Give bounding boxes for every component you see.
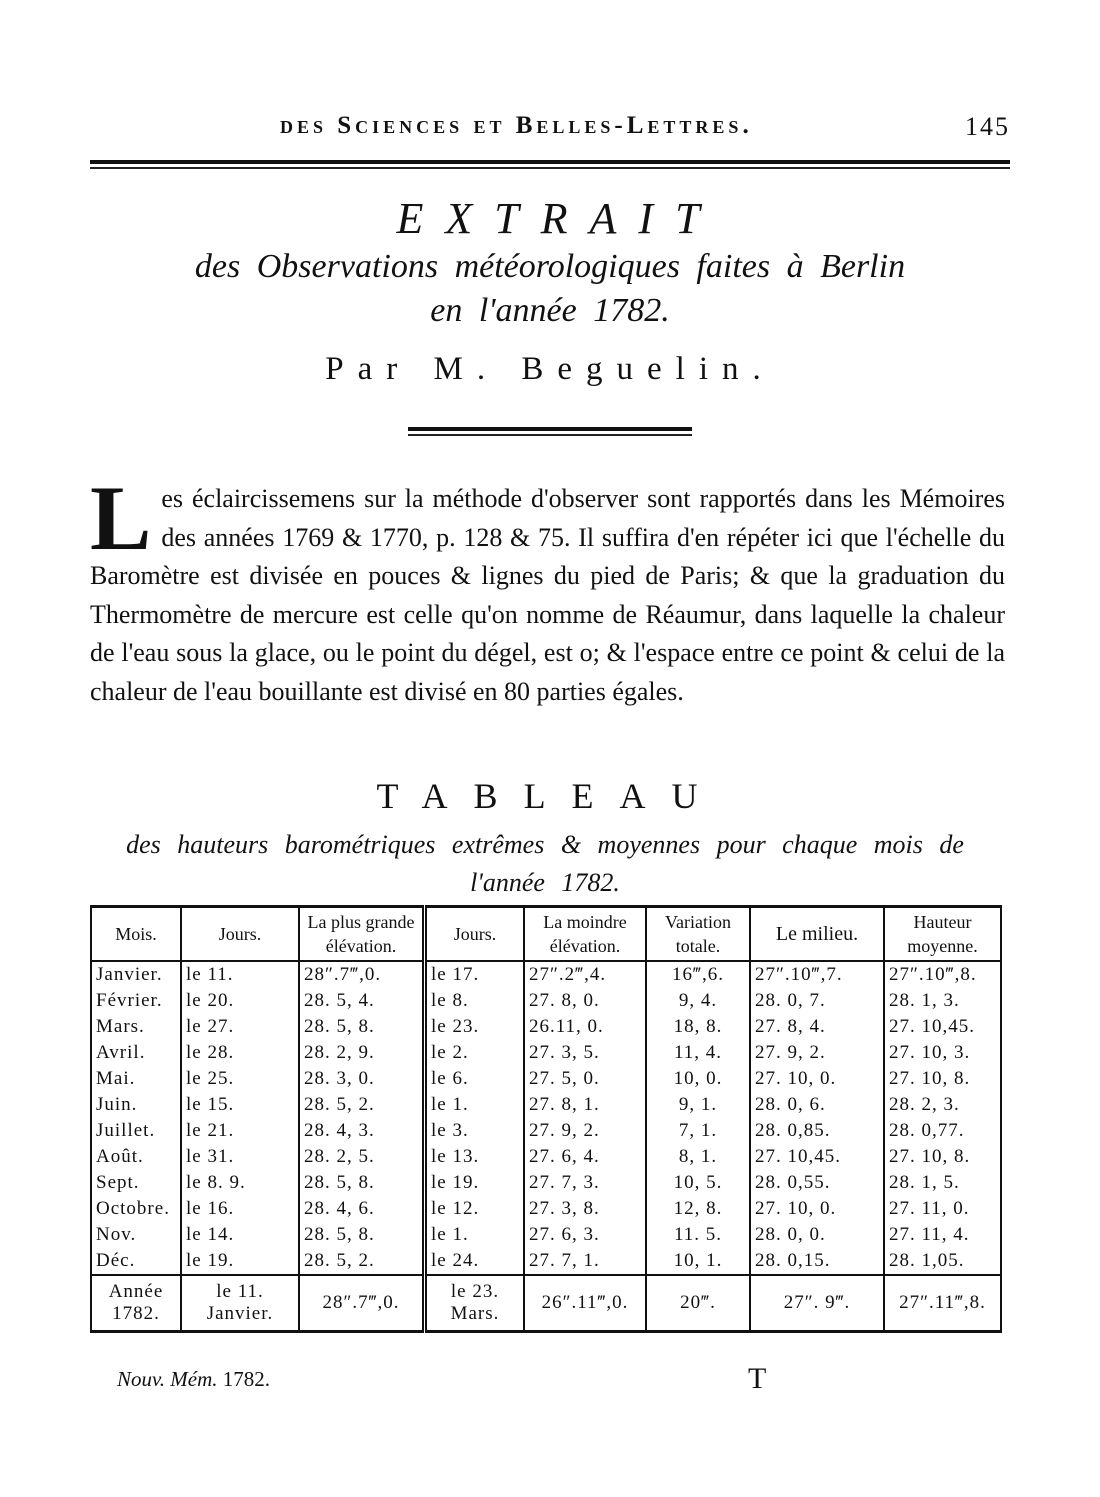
cell-jours-min: le 6. [425, 1066, 525, 1092]
total-jours-max: le 11. Janvier. [181, 1275, 299, 1332]
cell-jours-min: le 17. [425, 961, 525, 988]
table-row [91, 1170, 1001, 1196]
cell-jours-max: le 25. [181, 1066, 299, 1092]
table-subtitle: des hauteurs barométriques extrêmes & moyennes pour chaque mois de l'année 1782. [126, 830, 964, 897]
header-moyenne: Hauteur moyenne. [884, 907, 1001, 962]
cell-jours-max: le 8. 9. [181, 1170, 299, 1196]
cell-mois: Sept. [91, 1170, 181, 1196]
cell-moyenne: 27. 10, 8. [884, 1144, 1001, 1170]
cell-jours-min: le 19. [425, 1170, 525, 1196]
cell-variation: 12, 8. [646, 1196, 750, 1222]
table-row [91, 1222, 1001, 1248]
header-moindre: La moindre élévation. [524, 907, 646, 962]
cell-mois: Octobre. [91, 1196, 181, 1222]
cell-jours-max: le 16. [181, 1196, 299, 1222]
signature-mark: T [748, 1362, 767, 1395]
cell-moindre: 27. 7, 3. [524, 1170, 646, 1196]
cell-plus-grande: 28″.7‴,0. [299, 961, 425, 988]
cell-milieu: 28. 0, 6. [750, 1092, 884, 1118]
cell-jours-min: le 1. [425, 1092, 525, 1118]
table-row [91, 961, 1001, 988]
table-row [91, 1144, 1001, 1170]
cell-jours-min: le 2. [425, 1040, 525, 1066]
cell-variation: 18, 8. [646, 1014, 750, 1040]
total-moyenne: 27″.11‴,8. [884, 1275, 1001, 1332]
cell-moindre: 27″.2‴,4. [524, 961, 646, 988]
cell-mois: Juin. [91, 1092, 181, 1118]
cell-moyenne: 28. 2, 3. [884, 1092, 1001, 1118]
header-milieu: Le milieu. [750, 907, 884, 962]
cell-milieu: 28. 0, 7. [750, 988, 884, 1014]
cell-variation: 16‴,6. [646, 961, 750, 988]
intro-paragraph [90, 467, 1005, 711]
cell-jours-min: le 1. [425, 1222, 525, 1248]
footer-source-title: Nouv. Mém. [117, 1367, 218, 1391]
cell-plus-grande: 28. 2, 9. [299, 1040, 425, 1066]
cell-jours-min: le 3. [425, 1118, 525, 1144]
header-jours-min: Jours. [425, 907, 525, 962]
cell-milieu: 28. 0,85. [750, 1118, 884, 1144]
cell-milieu: 28. 0, 0. [750, 1222, 884, 1248]
cell-jours-max: le 20. [181, 988, 299, 1014]
table-total-row [91, 1275, 1001, 1332]
cell-moindre: 27. 3, 5. [524, 1040, 646, 1066]
cell-mois: Mai. [91, 1066, 181, 1092]
subtitle-line-1: des Observations météorologiques faites à Berlin [194, 248, 906, 285]
cell-moindre: 27. 6, 4. [524, 1144, 646, 1170]
cell-milieu: 28. 0,55. [750, 1170, 884, 1196]
cell-moindre: 27. 5, 0. [524, 1066, 646, 1092]
section-rule [408, 427, 692, 436]
table-row [91, 1092, 1001, 1118]
total-mois: Année 1782. [91, 1275, 181, 1332]
cell-jours-max: le 27. [181, 1014, 299, 1040]
cell-moindre: 27. 6, 3. [524, 1222, 646, 1248]
cell-milieu: 27″.10‴,7. [750, 961, 884, 988]
table-row [91, 988, 1001, 1014]
total-max: 28″.7‴,0. [299, 1275, 425, 1332]
title-block [0, 193, 1100, 391]
cell-jours-max: le 28. [181, 1040, 299, 1066]
cell-plus-grande: 28. 4, 6. [299, 1196, 425, 1222]
cell-moindre: 27. 8, 1. [524, 1092, 646, 1118]
cell-moyenne: 27. 10, 8. [884, 1066, 1001, 1092]
header-rule [90, 160, 1010, 172]
table-row [91, 1248, 1001, 1275]
cell-plus-grande: 28. 2, 5. [299, 1144, 425, 1170]
cell-variation: 9, 4. [646, 988, 750, 1014]
footer-source-year: 1782. [222, 1367, 270, 1391]
author-line [0, 347, 1100, 391]
cell-jours-min: le 24. [425, 1248, 525, 1275]
cell-plus-grande: 28. 3, 0. [299, 1066, 425, 1092]
cell-variation: 10, 1. [646, 1248, 750, 1275]
cell-mois: Nov. [91, 1222, 181, 1248]
running-head [90, 108, 1010, 148]
cell-milieu: 27. 8, 4. [750, 1014, 884, 1040]
cell-moyenne: 27. 11, 0. [884, 1196, 1001, 1222]
cell-moyenne: 27. 10,45. [884, 1014, 1001, 1040]
cell-variation: 8, 1. [646, 1144, 750, 1170]
cell-moindre: 26.11, 0. [524, 1014, 646, 1040]
cell-moyenne: 28. 1, 3. [884, 988, 1001, 1014]
header-plus-grande: La plus grande élévation. [299, 907, 425, 962]
cell-mois: Août. [91, 1144, 181, 1170]
header-mois: Mois. [91, 907, 181, 962]
page-number: 145 [965, 112, 1010, 141]
cell-jours-max: le 11. [181, 961, 299, 988]
table-row [91, 1118, 1001, 1144]
table-row [91, 1066, 1001, 1092]
cell-jours-min: le 23. [425, 1014, 525, 1040]
cell-plus-grande: 28. 5, 2. [299, 1092, 425, 1118]
table-row [91, 1040, 1001, 1066]
table-row [91, 1196, 1001, 1222]
cell-jours-min: le 13. [425, 1144, 525, 1170]
barometer-table [90, 905, 1002, 1333]
total-milieu: 27″. 9‴. [750, 1275, 884, 1332]
table-row [91, 1014, 1001, 1040]
subtitle-line-2: en l'année 1782. [430, 292, 670, 329]
cell-moindre: 27. 9, 2. [524, 1118, 646, 1144]
running-title: des Sciences et Belles-Lettres. [280, 112, 753, 139]
header-jours-max: Jours. [181, 907, 299, 962]
cell-moyenne: 27. 11, 4. [884, 1222, 1001, 1248]
cell-mois: Avril. [91, 1040, 181, 1066]
footer-source [117, 1367, 270, 1392]
cell-plus-grande: 28. 5, 4. [299, 988, 425, 1014]
cell-jours-max: le 14. [181, 1222, 299, 1248]
cell-plus-grande: 28. 5, 8. [299, 1222, 425, 1248]
cell-plus-grande: 28. 5, 2. [299, 1248, 425, 1275]
cell-mois: Juillet. [91, 1118, 181, 1144]
page-title: EXTRAIT [396, 194, 722, 243]
cell-variation: 10, 0. [646, 1066, 750, 1092]
cell-moyenne: 28. 1,05. [884, 1248, 1001, 1275]
cell-variation: 10, 5. [646, 1170, 750, 1196]
cell-jours-max: le 19. [181, 1248, 299, 1275]
paragraph-text: es éclaircissemens sur la méthode d'observer sont rapportés dans les Mémoires des années 1769 & 1770, p. 128 & 75. Il suffira d'en répéter ici que l'échelle du Baromètre est divisée en pouces & lignes du pied de Paris; & que la graduation du Thermomètre de mercure est celle qu'on nomme de Réaumur, dans laquelle la chaleur de l'eau sous la glace, ou le point du dégel, est o; & l'espace entre ce point & celui de la chaleur de l'eau bouillante est divisé en 80 parties égales. [90, 484, 1005, 706]
cell-plus-grande: 28. 5, 8. [299, 1170, 425, 1196]
cell-milieu: 27. 10, 0. [750, 1066, 884, 1092]
drop-cap: L [90, 467, 152, 569]
table-header-row [91, 907, 1001, 962]
cell-moindre: 27. 8, 0. [524, 988, 646, 1014]
cell-moyenne: 28. 0,77. [884, 1118, 1001, 1144]
cell-jours-min: le 8. [425, 988, 525, 1014]
cell-variation: 11. 5. [646, 1222, 750, 1248]
cell-milieu: 28. 0,15. [750, 1248, 884, 1275]
cell-jours-max: le 15. [181, 1092, 299, 1118]
cell-mois: Déc. [91, 1248, 181, 1275]
total-variation: 20‴. [646, 1275, 750, 1332]
cell-moindre: 27. 3, 8. [524, 1196, 646, 1222]
author-prefix: Par [325, 351, 412, 387]
cell-moyenne: 27. 10, 3. [884, 1040, 1001, 1066]
cell-jours-max: le 31. [181, 1144, 299, 1170]
cell-mois: Février. [91, 988, 181, 1014]
cell-milieu: 27. 10, 0. [750, 1196, 884, 1222]
total-min: 26″.11‴,0. [524, 1275, 646, 1332]
cell-moyenne: 27″.10‴,8. [884, 961, 1001, 988]
cell-milieu: 27. 10,45. [750, 1144, 884, 1170]
cell-moindre: 27. 7, 1. [524, 1248, 646, 1275]
cell-variation: 9, 1. [646, 1092, 750, 1118]
cell-plus-grande: 28. 4, 3. [299, 1118, 425, 1144]
cell-milieu: 27. 9, 2. [750, 1040, 884, 1066]
author-name: M. Beguelin. [433, 351, 775, 387]
total-jours-min: le 23. Mars. [425, 1275, 525, 1332]
cell-jours-min: le 12. [425, 1196, 525, 1222]
cell-jours-max: le 21. [181, 1118, 299, 1144]
cell-plus-grande: 28. 5, 8. [299, 1014, 425, 1040]
cell-moyenne: 28. 1, 5. [884, 1170, 1001, 1196]
cell-mois: Janvier. [91, 961, 181, 988]
header-variation: Variation totale. [646, 907, 750, 962]
cell-mois: Mars. [91, 1014, 181, 1040]
cell-variation: 7, 1. [646, 1118, 750, 1144]
table-title: TABLEAU [376, 776, 724, 816]
cell-variation: 11, 4. [646, 1040, 750, 1066]
